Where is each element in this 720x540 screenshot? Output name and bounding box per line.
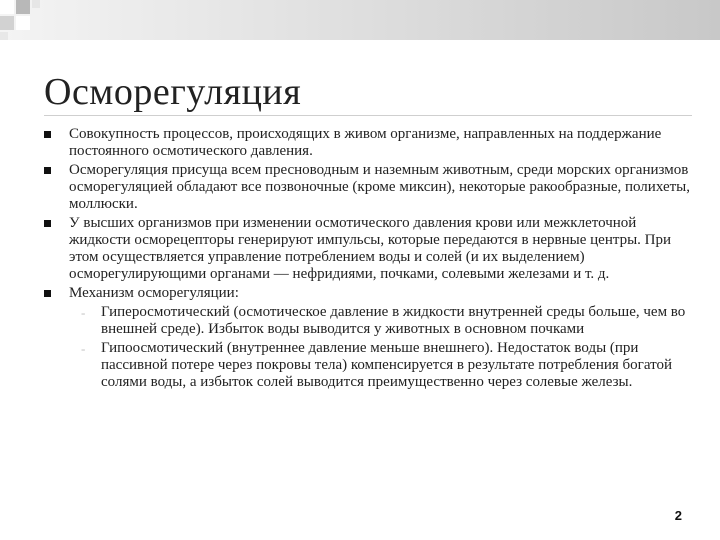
dash-bullet-icon: - <box>81 305 86 320</box>
sub-bullet-item <box>69 340 694 391</box>
bullet-item <box>44 285 694 391</box>
sub-bullet-text: Гиперосмотический (осмотическое давление в жидкости внутренней среды больше, чем во внешней среде). Избыток воды выводится у животных в основном почками <box>101 304 686 337</box>
header-band <box>0 0 720 40</box>
square-bullet-icon <box>44 131 51 138</box>
bullet-list <box>44 126 694 391</box>
bullet-text: Осморегуляция присуща всем пресноводным и наземным животным, среди морских организмов осморегуляцией обладают все позвоночные (кроме миксин), некоторые ракообразные, полихеты, моллюски. <box>69 162 690 212</box>
bullet-text: У высших организмов при изменении осмотического давления крови или межклеточной жидкости осморецепторы генерируют импульсы, которые передаются в нервные центры. При этом осуществляется управление потреблением воды и солей (и их выделением) осморегулирующими органами — нефридиями, почками, солевыми железами и т. д. <box>69 215 672 282</box>
slide-body <box>44 126 694 393</box>
page-number: 2 <box>674 508 682 523</box>
title-divider <box>44 115 692 116</box>
bullet-item <box>44 162 694 213</box>
bullet-text: Механизм осморегуляции: <box>69 285 239 301</box>
sub-bullet-list <box>69 304 694 391</box>
square-bullet-icon <box>44 220 51 227</box>
sub-bullet-text: Гипоосмотический (внутреннее давление меньше внешнего). Недостаток воды (при пассивной потере через покровы тела) компенсируется в результате потребления богатой солями воды, а избыток солей выводится преимущественно через солевые железы. <box>101 340 672 390</box>
sub-bullet-item <box>69 304 694 338</box>
square-bullet-icon <box>44 290 51 297</box>
bullet-item <box>44 126 694 160</box>
slide-title: Осморегуляция <box>44 71 302 113</box>
bullet-item <box>44 215 694 283</box>
square-bullet-icon <box>44 167 51 174</box>
dash-bullet-icon: - <box>81 341 86 356</box>
bullet-text: Совокупность процессов, происходящих в живом организме, направленных на поддержание постоянного осмотического давления. <box>69 126 662 159</box>
